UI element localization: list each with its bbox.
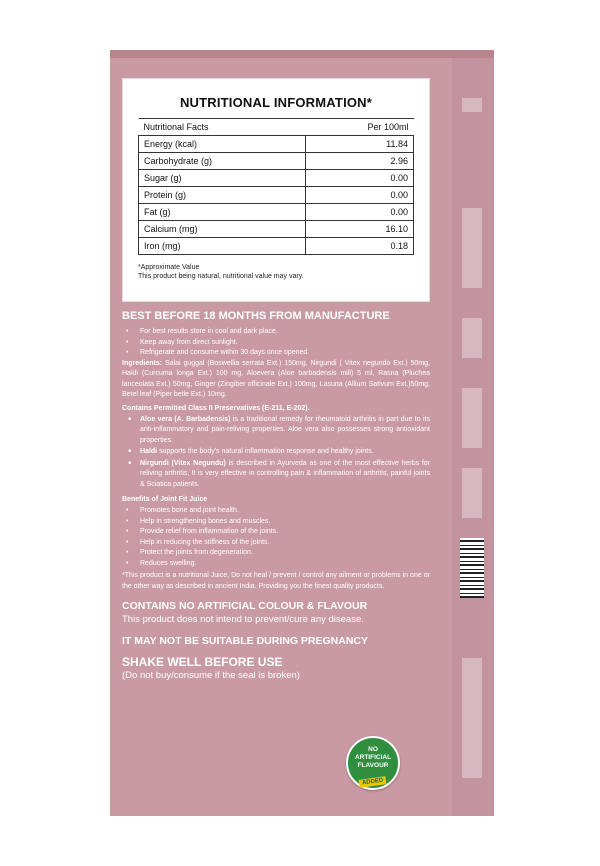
pregnancy-warning: IT MAY NOT BE SUITABLE DURING PREGNANCY bbox=[122, 635, 368, 647]
list-item: • Refrigerate and consume within 30 days once opened. bbox=[140, 348, 430, 359]
benefits-title: Benefits of Joint Fit Juice bbox=[122, 496, 208, 503]
badge-line: NO bbox=[368, 746, 378, 753]
list-item bbox=[140, 459, 430, 491]
herb-name: Nirgundi (Vitex Negundu) bbox=[140, 459, 226, 467]
row-value: 0.18 bbox=[306, 238, 414, 255]
box-side-panel bbox=[452, 58, 494, 816]
herbs-list bbox=[122, 415, 430, 491]
table-row bbox=[139, 153, 414, 170]
side-print-footer bbox=[462, 658, 482, 778]
row-value: 16.10 bbox=[306, 221, 414, 238]
nutrition-table bbox=[138, 118, 414, 255]
list-item: • Reduces swelling. bbox=[140, 559, 430, 570]
table-row bbox=[139, 170, 414, 187]
side-print-logo bbox=[462, 208, 482, 288]
row-value: 0.00 bbox=[306, 187, 414, 204]
row-label: Fat (g) bbox=[139, 204, 306, 221]
disclaimer-text: *This product is a nutritional Juice, Do not heal / prevent / control any ailment or problems in one or the other way as described in ancient India. Providing you the finest quality products. bbox=[122, 572, 430, 590]
row-value: 2.96 bbox=[306, 153, 414, 170]
list-item bbox=[140, 415, 430, 447]
label-text-block bbox=[122, 310, 430, 681]
storage-list bbox=[122, 327, 430, 359]
herb-text: supports the body's natural inflammation response and healthy joints. bbox=[157, 448, 374, 455]
herb-text: is described in Ayurveda as one of the most effective herbs for reliving arthritis, It is very effective in controlling pain & inflammation of arthritis, painful joints & Sciatica patients. bbox=[140, 459, 430, 488]
ingredients-list: Salai guggal (Boswellia serrata Ext.) 150mg, Nirgundi ( Vitex negundo Ext.) 50mg, Haldi (Curcuma longa Ext.) 100 mg, Aloevera (Aloe barbadensis mill) 5 ml, Rasna (Pluchea lanceolata Ext.) 50mg, Ginger (Zingiber officinale Ext.) 100mg, Lasuna (Allium Sativum Ext.)50mg, Betel leaf (Piper betle Ext.) 10mg. bbox=[122, 359, 430, 398]
list-item: • Keep away from direct sunlight. bbox=[140, 338, 430, 349]
list-item bbox=[140, 447, 430, 458]
row-label: Energy (kcal) bbox=[139, 136, 306, 153]
barcode bbox=[460, 538, 484, 598]
seal-note: (Do not buy/consume if the seal is broken) bbox=[122, 670, 300, 681]
header-value: Per 100ml bbox=[306, 119, 414, 136]
row-value: 11.84 bbox=[306, 136, 414, 153]
list-item: • Promotes bone and joint health. bbox=[140, 506, 430, 517]
ingredients-label: Ingredients: bbox=[122, 359, 163, 367]
side-print-text bbox=[462, 318, 482, 358]
herb-text: is a traditional remedy for rheumatoid arthritis in part due to its anti-inflammatory and pain-reliving properties. Aloe vera also possesses strong antioxidant properties. bbox=[140, 415, 430, 444]
herb-name: Haldi bbox=[140, 448, 158, 455]
row-label: Iron (mg) bbox=[139, 238, 306, 255]
row-label: Calcium (mg) bbox=[139, 221, 306, 238]
list-item: • For best results store in cool and dark place. bbox=[140, 327, 430, 338]
table-row bbox=[139, 204, 414, 221]
row-value: 0.00 bbox=[306, 204, 414, 221]
nutrition-note bbox=[138, 263, 414, 282]
variance-note: This product being natural, nutritional value may vary. bbox=[138, 273, 304, 281]
herb-name: Aloe vera (A. Barbadensis) bbox=[140, 415, 231, 423]
list-item: • Protect the joints from degeneration. bbox=[140, 548, 430, 559]
row-value: 0.00 bbox=[306, 170, 414, 187]
no-artificial-heading: CONTAINS NO ARTIFICIAL COLOUR & FLAVOUR bbox=[122, 600, 368, 612]
row-label: Protein (g) bbox=[139, 187, 306, 204]
row-label: Carbohydrate (g) bbox=[139, 153, 306, 170]
row-label: Sugar (g) bbox=[139, 170, 306, 187]
list-item: • Help in strengthening bones and muscles. bbox=[140, 517, 430, 528]
badge-added-tag: ADDED bbox=[359, 776, 387, 788]
side-print-details bbox=[462, 468, 482, 518]
table-row bbox=[139, 136, 414, 153]
not-intend-text: This product does not intend to prevent/cure any disease. bbox=[122, 614, 364, 625]
approx-note: *Approximate Value bbox=[138, 264, 200, 271]
nutrition-panel bbox=[122, 78, 430, 302]
list-item: • Provide relief from inflammation of the joints. bbox=[140, 527, 430, 538]
ingredients-text bbox=[122, 359, 430, 401]
table-row bbox=[139, 187, 414, 204]
shake-heading: SHAKE WELL BEFORE USE bbox=[122, 655, 283, 669]
list-item: • Help in reducing the stiffness of the joints. bbox=[140, 538, 430, 549]
nutrition-title: NUTRITIONAL INFORMATION* bbox=[179, 95, 373, 110]
badge-line: FLAVOUR bbox=[357, 762, 389, 769]
benefits-list bbox=[122, 506, 430, 569]
badge-line: ARTIFICIAL bbox=[354, 754, 392, 761]
preservatives-text: Contains Permitted Class II Preservatives (E-211, E-202). bbox=[122, 404, 310, 412]
side-print-cert bbox=[462, 388, 482, 448]
table-header-row bbox=[139, 119, 414, 136]
header-label: Nutritional Facts bbox=[139, 119, 306, 136]
side-print-mark bbox=[462, 98, 482, 112]
table-row bbox=[139, 238, 414, 255]
best-before-heading: BEST BEFORE 18 MONTHS FROM MANUFACTURE bbox=[122, 310, 390, 322]
no-artificial-flavour-badge bbox=[346, 736, 400, 790]
table-row bbox=[139, 221, 414, 238]
